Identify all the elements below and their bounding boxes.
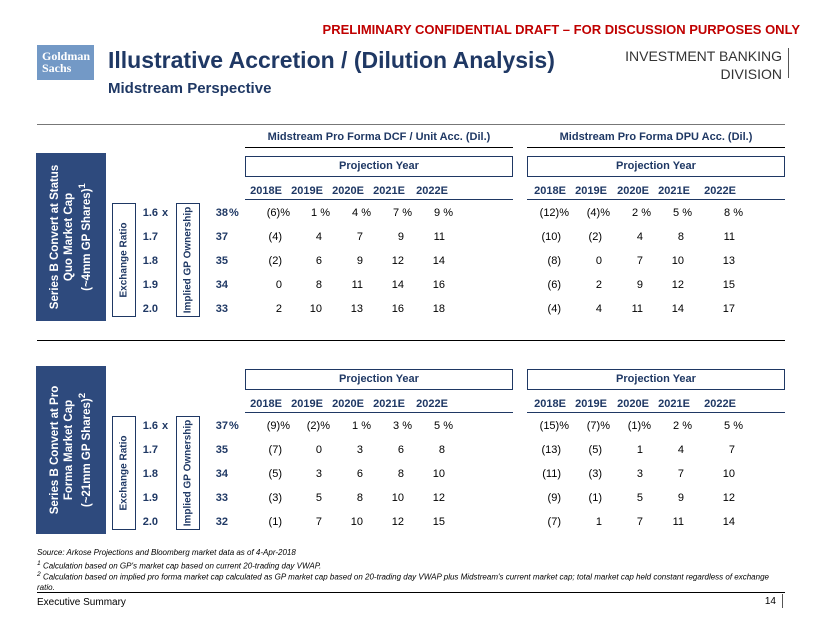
dcf-cell: 6 <box>356 468 363 480</box>
section-separator <box>37 340 785 341</box>
dpu-cell: 12 <box>722 492 735 504</box>
section-side-band <box>36 366 106 534</box>
division-line-2: DIVISION <box>720 66 782 82</box>
year-header-dcf: 2020E <box>332 185 364 197</box>
dcf-cell: 0 <box>275 279 282 291</box>
dpu-cell: 7 <box>636 516 643 528</box>
year-header-dcf: 2018E <box>250 398 282 410</box>
header-rule <box>37 124 785 125</box>
division-line-1: INVESTMENT BANKING <box>625 48 782 64</box>
dpu-cell: 7 <box>728 444 735 456</box>
dcf-cell: 4 <box>315 231 322 243</box>
year-header-dcf: 2019E <box>291 398 323 410</box>
dcf-cell: 15 <box>432 516 445 528</box>
dpu-cell: 5 % <box>673 207 692 219</box>
dcf-cell: (6)% <box>266 207 290 219</box>
gp-ownership-value: 37 <box>215 231 228 243</box>
dcf-cell: 8 <box>397 468 404 480</box>
dpu-cell: 10 <box>722 468 735 480</box>
section-side-band <box>36 153 106 321</box>
projection-year-box-dpu: Projection Year <box>527 156 785 177</box>
dcf-cell: (7) <box>268 444 282 456</box>
logo-line-2: Sachs <box>42 61 72 75</box>
year-header-dcf: 2021E <box>373 398 405 410</box>
exchange-ratio-value: 1.7 <box>142 231 158 243</box>
dpu-cell: 3 <box>636 468 643 480</box>
dcf-cell: 7 <box>356 231 363 243</box>
dpu-cell: 14 <box>722 516 735 528</box>
dcf-cell: 10 <box>432 468 445 480</box>
gp-ownership-unit: % <box>229 420 239 432</box>
dpu-cell: 4 <box>677 444 684 456</box>
dpu-cell: (13) <box>541 444 561 456</box>
footnote-2-text: Calculation based on implied pro forma market cap calculated as GP market cap based on 20-trading day VWAP plus Midstream's current market cap; total market cap held constant regardless of exchange ratio. <box>37 572 769 592</box>
group-header-dpu: Midstream Pro Forma DPU Acc. (Dil.) <box>559 131 753 143</box>
dpu-cell: (7)% <box>586 420 610 432</box>
page-number-divider <box>782 594 783 608</box>
dpu-cell: (6) <box>547 279 561 291</box>
dpu-cell: 4 <box>636 231 643 243</box>
dpu-cell: (8) <box>547 255 561 267</box>
projection-year-box-dcf: Projection Year <box>245 156 513 177</box>
dcf-cell: 14 <box>391 279 404 291</box>
exchange-ratio-value: 2.0 <box>142 303 158 315</box>
dcf-cell: 3 <box>356 444 363 456</box>
footnote-2 <box>37 570 777 593</box>
dpu-cell: 14 <box>671 303 684 315</box>
dcf-cell: 9 <box>397 231 404 243</box>
dpu-cell: 2 <box>595 279 602 291</box>
dcf-cell: 11 <box>433 231 445 243</box>
year-header-dpu: 2020E <box>617 398 649 410</box>
dcf-cell: 12 <box>432 492 445 504</box>
dcf-cell: 8 <box>315 279 322 291</box>
dpu-cell: 10 <box>671 255 684 267</box>
year-header-dcf: 2019E <box>291 185 323 197</box>
exchange-ratio-value: 1.7 <box>142 444 158 456</box>
dcf-cell: 6 <box>315 255 322 267</box>
gp-ownership-value: 35 <box>215 444 228 456</box>
gp-ownership-value: 32 <box>215 516 228 528</box>
gp-ownership-value: 34 <box>215 468 228 480</box>
year-header-dpu: 2019E <box>575 185 607 197</box>
projection-year-box-dpu: Projection Year <box>527 369 785 390</box>
year-header-dpu: 2020E <box>617 185 649 197</box>
dcf-cell: 13 <box>350 303 363 315</box>
dpu-cell: 12 <box>671 279 684 291</box>
gp-ownership-value: 38 <box>215 207 228 219</box>
dpu-cell: (4)% <box>586 207 610 219</box>
dpu-cell: 8 <box>677 231 684 243</box>
dpu-cell: 7 <box>677 468 684 480</box>
footnote-2-marker: 2 <box>37 571 41 578</box>
source-note: Source: Arkose Projections and Bloomberg market data as of 4-Apr-2018 <box>37 548 296 557</box>
dpu-cell: 11 <box>672 516 684 528</box>
footnote-1-text: Calculation based on GP's market cap based on current 20-trading day VWAP. <box>42 561 322 571</box>
section-side-title: Series B Convert at Pro Forma Market Cap (~21mm GP Shares)$^2$ <box>49 385 93 515</box>
exchange-ratio-label: Exchange Ratio <box>118 222 130 298</box>
year-header-dpu: 2018E <box>534 185 566 197</box>
dcf-cell: 1 % <box>311 207 330 219</box>
dcf-cell: 0 <box>315 444 322 456</box>
projection-year-box-dcf: Projection Year <box>245 369 513 390</box>
dcf-cell: 6 <box>397 444 404 456</box>
gp-ownership-unit: % <box>229 207 239 219</box>
dcf-cell: 14 <box>432 255 445 267</box>
gp-ownership-value: 35 <box>215 255 228 267</box>
dpu-cell: 2 % <box>673 420 692 432</box>
dcf-cell: 4 % <box>352 207 371 219</box>
exchange-ratio-value: 2.0 <box>142 516 158 528</box>
dpu-cell: (3) <box>588 468 602 480</box>
dpu-cell: 4 <box>595 303 602 315</box>
year-header-dcf: 2020E <box>332 398 364 410</box>
year-underline-dpu <box>527 412 785 413</box>
dcf-cell: (1) <box>268 516 282 528</box>
dcf-cell: (5) <box>268 468 282 480</box>
division-divider <box>788 48 789 78</box>
dcf-cell: (2) <box>268 255 282 267</box>
exchange-ratio-label: Exchange Ratio <box>118 435 130 511</box>
year-header-dpu: 2021E <box>658 398 690 410</box>
dcf-cell: 7 % <box>393 207 412 219</box>
gp-ownership-value: 37 <box>215 420 228 432</box>
group-underline-dcf <box>245 147 513 148</box>
gp-ownership-label: Implied GP Ownership <box>182 419 194 527</box>
dpu-cell: (4) <box>547 303 561 315</box>
dpu-cell: 7 <box>636 255 643 267</box>
dpu-cell: (11) <box>542 468 561 480</box>
division-label <box>600 47 782 83</box>
page-subtitle: Midstream Perspective <box>108 80 272 97</box>
dpu-cell: 17 <box>722 303 735 315</box>
dpu-cell: (7) <box>547 516 561 528</box>
year-header-dpu: 2019E <box>575 398 607 410</box>
dpu-cell: 5 % <box>724 420 743 432</box>
gp-ownership-label: Implied GP Ownership <box>182 206 194 314</box>
gp-ownership-value: 33 <box>215 303 228 315</box>
dpu-cell: 0 <box>595 255 602 267</box>
dcf-cell: 3 <box>315 468 322 480</box>
year-underline-dpu <box>527 199 785 200</box>
year-header-dpu: 2018E <box>534 398 566 410</box>
dcf-cell: (9)% <box>266 420 290 432</box>
footer-rule <box>37 592 785 593</box>
footer-section: Executive Summary <box>37 597 126 608</box>
dpu-cell: 1 <box>595 516 602 528</box>
year-header-dpu: 2021E <box>658 185 690 197</box>
dcf-cell: 5 <box>315 492 322 504</box>
year-header-dpu: 2022E <box>704 185 736 197</box>
exchange-ratio-value: 1.6 <box>142 420 158 432</box>
dcf-cell: 5 % <box>434 420 453 432</box>
exchange-ratio-unit: x <box>162 207 169 219</box>
dcf-cell: 2 <box>275 303 282 315</box>
dcf-cell: 9 % <box>434 207 453 219</box>
dpu-cell: 8 % <box>724 207 743 219</box>
dpu-cell: (10) <box>541 231 561 243</box>
dcf-cell: 16 <box>391 303 404 315</box>
exchange-ratio-value: 1.9 <box>142 279 158 291</box>
year-underline-dcf <box>245 412 513 413</box>
dcf-cell: (4) <box>268 231 282 243</box>
dcf-cell: 10 <box>391 492 404 504</box>
footnote-1-marker: 1 <box>37 560 41 567</box>
exchange-ratio-value: 1.6 <box>142 207 158 219</box>
dcf-cell: 12 <box>391 255 404 267</box>
year-header-dcf: 2022E <box>416 398 448 410</box>
exchange-ratio-unit: x <box>162 420 169 432</box>
dpu-cell: 1 <box>636 444 643 456</box>
year-underline-dcf <box>245 199 513 200</box>
dcf-cell: 11 <box>351 279 363 291</box>
page-title: Illustrative Accretion / (Dilution Analysis) <box>108 47 555 73</box>
year-header-dcf: 2021E <box>373 185 405 197</box>
gp-ownership-value: 34 <box>215 279 228 291</box>
dpu-cell: 9 <box>636 279 643 291</box>
dcf-cell: 1 % <box>352 420 371 432</box>
dpu-cell: (5) <box>588 444 602 456</box>
section-side-title: Series B Convert at Status Quo Market Cap (~4mm GP Shares)$^1$ <box>49 164 93 310</box>
page-number: 14 <box>764 596 776 607</box>
logo-line-1: Goldman <box>42 49 91 63</box>
dcf-cell: 10 <box>350 516 363 528</box>
dpu-cell: 15 <box>722 279 735 291</box>
dcf-cell: 7 <box>315 516 322 528</box>
dcf-cell: 18 <box>432 303 445 315</box>
dcf-cell: 3 % <box>393 420 412 432</box>
goldman-sachs-logo <box>37 45 94 80</box>
dcf-cell: (3) <box>268 492 282 504</box>
dpu-cell: 2 % <box>632 207 651 219</box>
dpu-cell: 5 <box>636 492 643 504</box>
dcf-cell: 8 <box>438 444 445 456</box>
year-header-dcf: 2018E <box>250 185 282 197</box>
dcf-cell: 12 <box>391 516 404 528</box>
dpu-cell: (1) <box>588 492 602 504</box>
dpu-cell: (12)% <box>539 207 569 219</box>
draft-banner: PRELIMINARY CONFIDENTIAL DRAFT – FOR DISCUSSION PURPOSES ONLY <box>322 22 800 37</box>
dcf-cell: 10 <box>309 303 322 315</box>
year-header-dcf: 2022E <box>416 185 448 197</box>
group-underline-dpu <box>527 147 785 148</box>
dcf-cell: 16 <box>432 279 445 291</box>
dpu-cell: (15)% <box>539 420 569 432</box>
dpu-cell: 11 <box>723 231 735 243</box>
dpu-cell: 11 <box>631 303 643 315</box>
gp-ownership-value: 33 <box>215 492 228 504</box>
dpu-cell: (2) <box>588 231 602 243</box>
dpu-cell: 13 <box>722 255 735 267</box>
dcf-cell: (2)% <box>306 420 330 432</box>
exchange-ratio-value: 1.8 <box>142 255 158 267</box>
year-header-dpu: 2022E <box>704 398 736 410</box>
dpu-cell: (1)% <box>627 420 651 432</box>
group-header-dcf: Midstream Pro Forma DCF / Unit Acc. (Dil.) <box>267 131 491 143</box>
exchange-ratio-value: 1.9 <box>142 492 158 504</box>
dpu-cell: (9) <box>547 492 561 504</box>
dpu-cell: 9 <box>677 492 684 504</box>
exchange-ratio-value: 1.8 <box>142 468 158 480</box>
dcf-cell: 8 <box>356 492 363 504</box>
dcf-cell: 9 <box>356 255 363 267</box>
